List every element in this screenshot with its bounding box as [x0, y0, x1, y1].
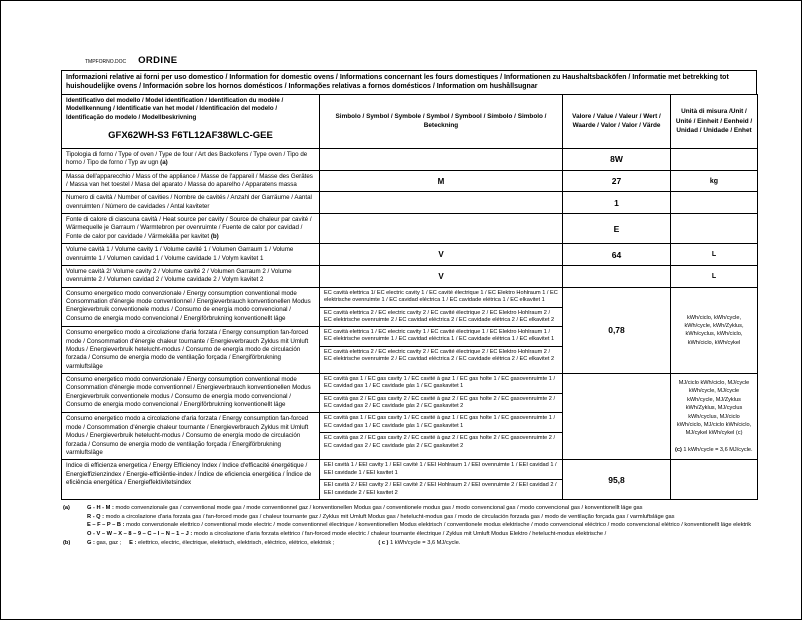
volume1-value: 64 — [563, 244, 671, 266]
footnote-a-lines — [87, 504, 757, 539]
volume2-symbol: V — [320, 265, 563, 287]
ec-gas-conv-cavity2: EC cavità gas 2 / EC gas cavity 2 / EC cavité à gaz 2 / EC gas holte 2 / EC gasovenruimte 2 / EC cavidad gas 2 / EC cavidade gás 2 / EC gaskavitet 2 — [320, 393, 562, 413]
footnote-a-line — [87, 504, 757, 513]
table-row-mass — [62, 170, 758, 192]
footnote-b-item-code: E : — [129, 540, 137, 547]
cavities-desc: Numero di cavità / Number of cavities / Nombre de cavités / Anzahl der Garräume / Aantal ovenruimten / Número de cavidades / Antal kaviteter — [62, 192, 320, 214]
oven-type-symbol — [320, 148, 563, 170]
table-row-ec-gas-conventional — [62, 373, 758, 413]
model-identification-cell — [62, 94, 320, 148]
footnote-marker-b: (b) — [210, 232, 219, 240]
oven-type-desc — [62, 148, 320, 170]
ec-gas-fan-cavity2: EC cavità gas 2 / EC gas cavity 2 / EC cavité à gaz 2 / EC gas holte 2 / EC gasovenruimte 2 / EC cavidad gas 2 / EC cavidade gás 2 / EC gaskavitet 2 — [320, 432, 562, 452]
ec-gas-unit-note-text: 1 kWh/cycle = 3,6 MJ/cycle. — [683, 446, 753, 453]
footnotes — [61, 504, 757, 548]
ec-gas-unit-note-code: (c) — [675, 446, 682, 453]
ec-gas-unit-text: MJ/ciclo kWh/ciclo, MJ/cycle kWh/cycle, MJ/cycle kWh/cycle, MJ/Zyklus kWh/Zyklus, MJ/cyclus kWh/cyclus, MJ/ciclo kWh/ciclo, MJ/ciclo kWh/ciclo, MJ/cykel kWh/cykel (c) — [676, 380, 752, 437]
ec-gas-conv-cavity1: EC cavità gas 1 / EC gas cavity 1 / EC cavité à gaz 1 / EC gas holte 1 / EC gasovenruimte 1 / EC cavidad gas 1 / EC cavidade gás 1 / EC gaskavitet 1 — [324, 375, 556, 390]
footnote-b-item-text: elettrico, electric, électrique, elektrisch, elektrisch, eléctrico, elétrico, elektrisk ; — [138, 540, 335, 547]
mass-unit: kg — [671, 170, 758, 192]
heat-source-value: E — [563, 214, 671, 244]
footnote-b-item-code: G : — [87, 540, 95, 547]
value-column-header: Valore / Value / Valeur / Wert / Waarde / Valor / Valor / Värde — [563, 94, 671, 148]
ec-electric-fan-cavity2: EC cavità elettrica 2 / EC electric cavity 2 / EC cavité électrique 2 / EC Elektro Hohlraum 2 / EC elektrische ovenruimte 2 / EC cavidad eléctrica 2 / EC cavidade elétrica 2 / EC elkavitet 2 — [320, 346, 562, 366]
eei-unit — [671, 460, 758, 500]
table-row-heat-source — [62, 214, 758, 244]
footnote-a-line-text: modo convenzionale gas / conventional mode gas / mode conventionnel gaz / konventionellen Modus gas / conventionele modus gas / modo convencional gas / modo convencional gas / konventionellt läge gas — [115, 504, 643, 511]
ec-gas-unit-note — [675, 446, 753, 454]
footnote-a-line-code: O - V – W – X – 8 – 9 – C – I – N – 1 – J : — [87, 531, 193, 538]
ec-gas-conv-symbols — [320, 373, 563, 413]
table-row-volume-1 — [62, 244, 758, 266]
ec-electric-unit: kWh/ciclo, kWh/cycle, kWh/cycle, kWh/Zyklus, kWh/cyclus, kWh/ciclo, kWh/ciclo, kWh/cykel — [671, 287, 758, 373]
ec-electric-conv-desc: Consumo energetico modo convenzionale / Energy consumption conventional mode Consommation d'énergie mode conventionnel / Energieverbrauch konventionellen Modus Energieverbruik conventionele modus / Consumo de energía modo convencional / Consumo de energia modo convencional / Energiförbrukning konventionellt läge — [62, 287, 320, 327]
symbol-column-header: Simbolo / Symbol / Symbole / Symbol / Symbool / Símbolo / Simbolo / Beteckning — [320, 94, 563, 148]
mass-symbol: M — [320, 170, 563, 192]
footnote-marker-a: (a) — [160, 159, 168, 167]
ec-gas-conv-desc: Consumo energetico modo convenzionale / Energy consumption conventional mode Consommation d'énergie mode conventionnel / Energieverbrauch konventionellen Modus Energieverbruik conventionele modus / Consumo de energía modo convencional / Consumo de energia modo convencional / Energiförbrukning konventionellt läge — [62, 373, 320, 413]
volume1-desc: Volume cavità 1 / Volume cavity 1 / Volume cavité 1 / Volumen Garraum 1 / Volume ovenruimte 1 / Volumen cavidad 1 / Volume cavidade 1 / Volym kavitet 1 — [62, 244, 320, 266]
model-number: GFX62WH-S3 F6TL12AF38WLC-GEE — [108, 129, 273, 141]
volume1-symbol: V — [320, 244, 563, 266]
footnote-b — [61, 539, 757, 548]
volume2-desc: Volume cavità 2/ Volume cavity 2 / Volume cavité 2 / Volumen Garraum 2 / Volume ovenruimte 2 / Volumen cavidad 2 / Volume cavidade 2 / Volym kavitet 2 — [62, 265, 320, 287]
mass-desc: Massa dell'apparecchio / Mass of the appliance / Masse de l'appareil / Masse des Gerätes / Massa van het toestel / Masa del aparato / Massa do aparelho / Apparatens massa — [62, 170, 320, 192]
ec-electric-value: 0,78 — [563, 287, 671, 373]
ec-electric-conv-cavity2: EC cavità elettrica 2 / EC electric cavity 2 / EC cavité électrique 2 / EC Elektro Hohlraum 2 / EC elektrische ovenruimte 2 / EC cavidad eléctrica 2 / EC cavidade elétrica 2 / EC elkavitet 2 — [320, 307, 562, 327]
document-content — [61, 55, 757, 548]
footnote-a-line — [87, 530, 757, 539]
unit-column-header: Unità di misura /Unit / Unité / Einheit / Eenheid / Unidad / Unidade / Enhet — [671, 94, 758, 148]
footnote-a-line — [87, 521, 757, 530]
footnote-a-line-text: modo a circolazione d'aria forzata elettrico / fan-forced mode electric / chaleur tournante électrique / Zyklus mit Umluft Modus Elektro / hetelucht-modus elektrische / — [193, 531, 607, 538]
table-header-row — [62, 94, 758, 148]
page-title: ORDINE — [138, 55, 178, 66]
footnote-a-line-code: E – F – P – B : — [87, 522, 125, 529]
eei-cavity1: EEI cavità 1 / EEI cavity 1 / EEI cavité 1 / EEI Hohlraum 1 / EEI ovenruimte 1 / EEI cavidad 1 / EEI cavidade 1 / EEI kavitet 1 — [324, 462, 557, 476]
heat-source-symbol — [320, 214, 563, 244]
footnote-a-line — [87, 513, 757, 522]
cavities-symbol — [320, 192, 563, 214]
eei-symbols — [320, 460, 563, 500]
volume2-value — [563, 265, 671, 287]
ec-electric-conv-symbols — [320, 287, 563, 327]
ec-gas-fan-cavity1: EC cavità gas 1 / EC gas cavity 1 / EC cavité à gaz 1 / EC gas holte 1 / EC gasovenruimte 1 / EC cavidad gas 1 / EC cavidade gás 1 / EC gaskavitet 1 — [324, 415, 556, 429]
document-header — [61, 55, 757, 66]
oven-info-table — [61, 94, 758, 500]
footnote-a-line-code: G - H - M : — [87, 504, 114, 511]
ec-gas-value — [563, 373, 671, 459]
ec-gas-unit — [671, 373, 758, 459]
cavities-unit — [671, 192, 758, 214]
ec-electric-fan-cavity1: EC cavità elettrica 1 / EC electric cavity 1 / EC cavité électrique 1 / EC Elektro Hohlraum 1 / EC elektrische ovenruimte 1 / EC cavidad eléctrica 1 / EC cavidade elétrica 1 / EC elkavitet 1 — [324, 329, 555, 343]
footnote-b-label: (b) — [63, 540, 71, 547]
footnote-a-line-code: R - Q : — [87, 513, 105, 520]
intro-text: Informazioni relative ai forni per uso domestico / Information for domestic ovens / Informations concernant les fours domestiques / Informationen zu Haushaltsbacköfen / Informatie met betrekking tot huishoudelijke ovens / Información sobre los hornos domésticos / Informações relativas a fornos domésticos / Information om hushållsugnar — [61, 70, 757, 94]
eei-value: 95,8 — [563, 460, 671, 500]
volume2-unit: L — [671, 265, 758, 287]
footnote-b-item — [87, 539, 121, 548]
table-row-volume-2 — [62, 265, 758, 287]
oven-type-desc-text: Tipologia di forno / Type of oven / Type de four / Art des Backofens / Type oven / Tipo de horno / Tipo de forno / Typ av ugn — [66, 150, 308, 167]
heat-source-desc-text: Fonte di calore di ciascuna cavità / Heat source per cavity / Source de chaleur par cavité / Wärmequelle je Garraum / Warmtebron per ovenruimte / Fuente de calor por cavidad / Fonte de calor por cavidade / Värmekälla per kavitet — [66, 216, 312, 240]
footnote-c-text: 1 kWh/cycle = 3,6 MJ/cycle. — [390, 540, 461, 547]
table-row-eei — [62, 460, 758, 500]
heat-source-desc — [62, 214, 320, 244]
ec-electric-conv-cavity1: EC cavità elettrica 1/ EC electric cavity 1 / EC cavité électrique 1 / EC Elektro Hohlraum 1 / EC elektrische ovenruimte 1 / EC cavidad eléctrica 1 / EC cavidade elétrica 1 / EC elkavitet 1 — [324, 289, 558, 303]
footnote-a-line-text: modo a circolazione d'aria forzata gas / fan-forced mode gas / chaleur tournante gaz / Zyklus mit Umluft Modus gas / hetelucht-modus gas / modo de circulación forzada gas / modo de ventilação forçada gas / varmluftsläge gas — [105, 513, 675, 520]
footnote-a-line-text: modo convenzionale elettrico / conventional mode electric / mode conventionnel électrique / konventionellen Modus elektrisch / conventionele modus elektrische / modo convencional eléctrico / modo convencional elétrico / konventionellt läge elektrik — [126, 522, 752, 529]
table-row-ec-electric-conventional — [62, 287, 758, 327]
footnote-a-label: (a) — [63, 504, 70, 511]
eei-cavity2: EEI cavità 2 / EEI cavity 2 / EEI cavité 2 / EEI Hohlraum 2 / EEI ovenruimte 2 / EEI cavidad 2 / EEI cavidade 2 / EEI kavitet 2 — [320, 479, 562, 499]
ec-electric-fan-desc: Consumo energetico modo a circolazione d'aria forzata / Energy consumption fan-forced mode / Consommation d'énergie chaleur tournante / Energieverbrauch Zyklus mit Umluft Modus / Energieverbruik hetelucht-modus / Consumo de energía modo de circulación forzada / Consumo de energia modo de ventilação forçada / Energiförbrukning varmluftsläge — [62, 327, 320, 374]
footnote-b-line — [87, 539, 757, 548]
oven-type-unit — [671, 148, 758, 170]
volume1-unit: L — [671, 244, 758, 266]
footnote-c — [378, 539, 460, 548]
doc-filename: TMPFORNO.DOC — [85, 59, 127, 65]
footnote-c-code: ( c ) — [378, 540, 389, 547]
table-row-cavities — [62, 192, 758, 214]
model-identification-label: Identificativo del modello / Model identification / Identification du modèle / Modellkennung / Identificatie van het model / Identificación del modelo / Identificação do modelo / Modellbeskrivning — [66, 96, 284, 121]
ec-gas-fan-symbols — [320, 413, 563, 460]
heat-source-unit — [671, 214, 758, 244]
footnote-b-item-text: gas, gaz ; — [96, 540, 122, 547]
ec-electric-fan-symbols — [320, 327, 563, 374]
cavities-value: 1 — [563, 192, 671, 214]
eei-desc: Indice di efficienza energetica / Energy Efficiency Index / Indice d'efficacité énergétique / Energieffizienzindex / Energie-efficiëntie-index / Índice de eficiencia energética / Índice de eficiência energética / Energieffektivitetsindex — [62, 460, 320, 500]
footnote-a — [61, 504, 757, 539]
oven-type-value: 8W — [563, 148, 671, 170]
footnote-b-item — [129, 539, 334, 548]
ec-gas-fan-desc: Consumo energetico modo a circolazione d'aria forzata / Energy consumption fan-forced mode / Consommation d'énergie chaleur tournante / Energieverbrauch Zyklus mit Umluft Modus / Energieverbruik hetelucht-modus / Consumo de energía modo de circulación forzada / Consumo de energia modo de ventilação forçada / Energiförbrukning varmluftsläge — [62, 413, 320, 460]
footnote-b-lines — [87, 539, 757, 548]
mass-value: 27 — [563, 170, 671, 192]
table-row-oven-type — [62, 148, 758, 170]
